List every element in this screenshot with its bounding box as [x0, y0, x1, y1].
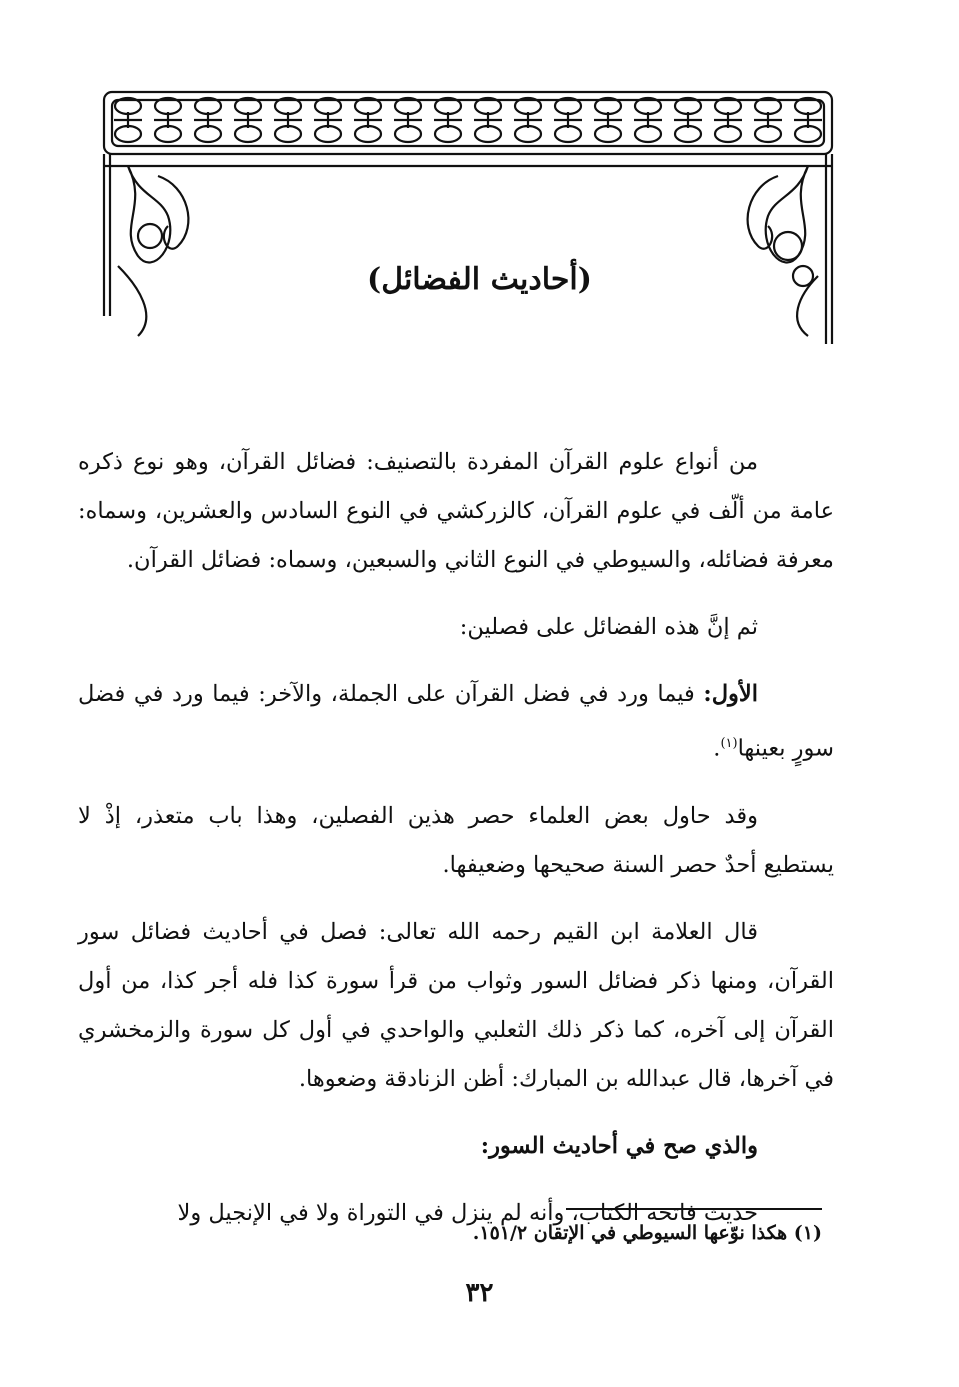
paragraph-end: .	[713, 735, 721, 762]
ornament-knot	[675, 126, 701, 142]
ornament-cross	[794, 112, 822, 128]
ornament-knot	[515, 126, 541, 142]
paragraph-text: فيما ورد في فضل القرآن على الجملة، والآخر: فيما ورد في فضل سورٍ بعينها	[78, 681, 834, 762]
paragraph-first-section	[78, 670, 834, 774]
paragraph-two-sections: ثم إنَّ هذه الفضائل على فصلين:	[459, 614, 758, 640]
footnote-reference[interactable]: (١)	[720, 736, 738, 751]
ornament-cross	[234, 112, 262, 128]
ornament-cross	[114, 112, 142, 128]
paragraph-fatiha: حديث فاتحة الكتاب، وأنه لم ينزل في التوراة ولا في الإنجيل ولا	[177, 1199, 758, 1226]
ornament-knot	[475, 126, 501, 142]
ornament-cross	[394, 112, 422, 128]
ornament-cross	[354, 112, 382, 128]
ornament-cross	[314, 112, 342, 128]
ornament-knot	[155, 126, 181, 142]
ornament-knot	[755, 126, 781, 142]
ornament-cross	[274, 112, 302, 128]
ornament-cross	[154, 112, 182, 128]
ornament-knot	[635, 126, 661, 142]
ornament-cross	[594, 112, 622, 128]
ornament-knot	[435, 126, 461, 142]
ornament-knot	[355, 126, 381, 142]
paragraph-lead: الأول:	[703, 681, 758, 707]
ornament-cross	[714, 112, 742, 128]
ornament-cross	[674, 112, 702, 128]
page-number: ٣٢	[465, 1278, 494, 1308]
ornament-knot	[795, 126, 821, 142]
ornament-knot	[275, 126, 301, 142]
ornament-knot	[595, 126, 621, 142]
ornament-knot	[115, 126, 141, 142]
footnote-separator	[566, 1208, 822, 1210]
ornament-cross	[634, 112, 662, 128]
section-heading: والذي صح في أحاديث السور:	[480, 1132, 758, 1159]
ornament-cross	[434, 112, 462, 128]
paragraph-intro: من أنواع علوم القرآن المفردة بالتصنيف: فضائل القرآن، وهو نوع ذكره عامة من ألّف في علوم القرآن، كالزركشي في النوع السادس والعشرين، وسماه: معرفة فضائله، والسيوطي في النوع الثاني والسبعين، وسماه: فضائل القرآن.	[78, 449, 834, 573]
ornament-cross	[754, 112, 782, 128]
chapter-title: (أحاديث الفضائل)	[367, 262, 592, 297]
ornament-knot	[195, 126, 221, 142]
ornament-cross	[194, 112, 222, 128]
paragraph-ibn-qayyim: قال العلامة ابن القيم رحمه الله تعالى: فصل في أحاديث فضائل سور القرآن، ومنها ذكر فضائل السور وثواب من قرأ سورة كذا فله أجر كذا، من أول القرآن إلى آخره، كما ذكر ذلك الثعلبي والواحدي في أول كل سورة والزمخشري في آخرها، قال عبدالله بن المبارك: أظن الزنادقة وضعوها.	[78, 918, 834, 1092]
paragraph-scholars: وقد حاول بعض العلماء حصر هذين الفصلين، وهذا باب متعذر، إذْ لا يستطيع أحدٌ حصر السنة صحيحها وضعيفها.	[78, 802, 834, 878]
ornament-knot	[715, 126, 741, 142]
body-text	[78, 438, 834, 1256]
ornamental-frame	[98, 86, 838, 346]
ornament-knot	[555, 126, 581, 142]
ornament-cross	[514, 112, 542, 128]
footnote: (١) هكذا نوّعها السيوطي في الإتقان ١٥١/٢.	[472, 1222, 822, 1244]
ornament-knot	[315, 126, 341, 142]
ornament-cross	[474, 112, 502, 128]
ornament-cross	[554, 112, 582, 128]
ornament-knot	[395, 126, 421, 142]
ornament-knot	[235, 126, 261, 142]
